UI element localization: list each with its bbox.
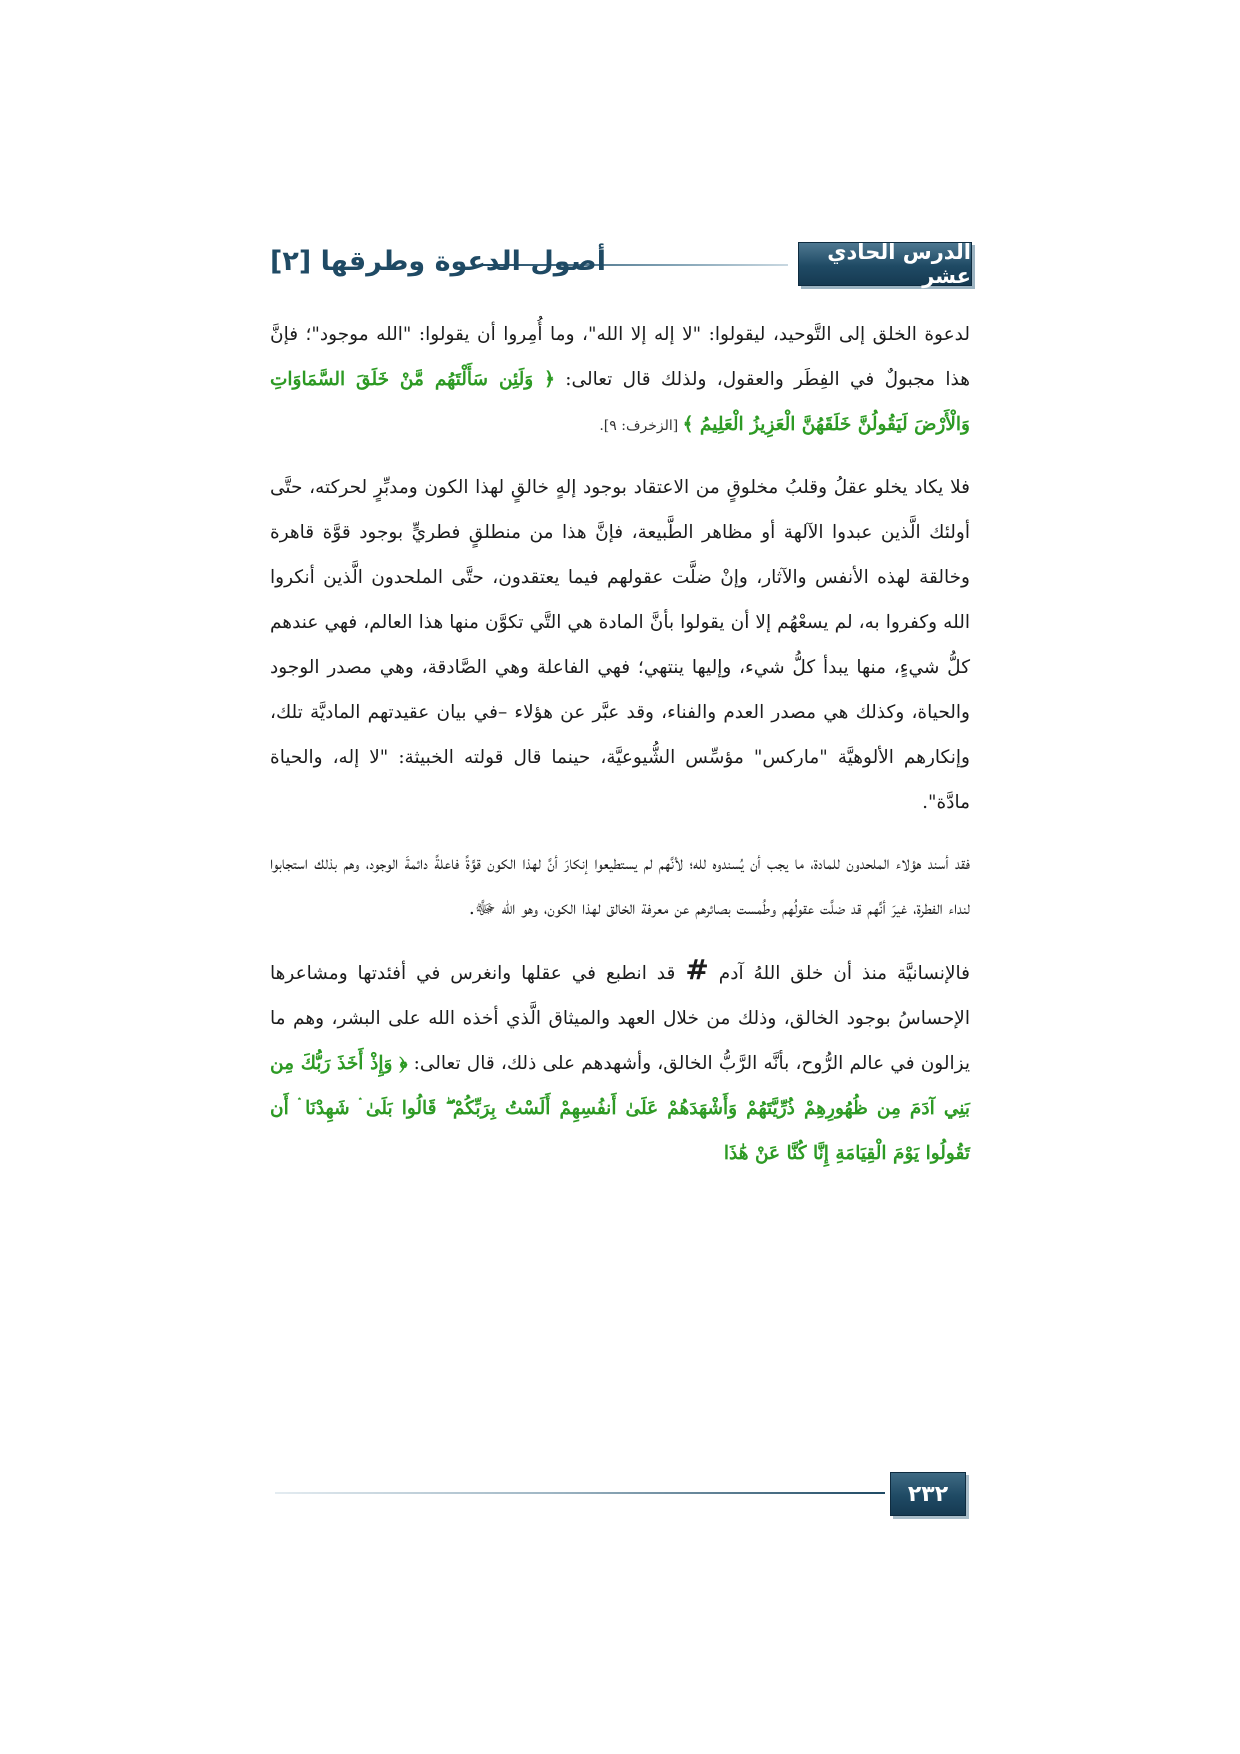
page-number: ٢٣٢ (890, 1472, 966, 1516)
quran-verse-2: ﴿ وَإِذْ أَخَذَ رَبُّكَ مِن بَنِي آدَمَ مِن ظُهُورِهِمْ ذُرِّيَّتَهُمْ وَأَشْهَدَهُمْ عَلَىٰ أَنفُسِهِمْ أَلَسْتُ بِرَبِّكُمْ ۖ قَالُوا بَلَىٰ ۛ شَهِدْنَا ۛ أَن تَقُولُوا يَوْمَ الْقِيَامَةِ إِنَّا كُنَّا عَنْ هَٰذَا (270, 1053, 970, 1164)
quran-verse-1: ﴿ وَلَئِن سَأَلْتَهُم مَّنْ خَلَقَ السَّمَاوَاتِ وَالْأَرْضَ لَيَقُولُنَّ خَلَقَهُنَّ الْعَزِيزُ الْعَلِيمُ ﴾ (270, 369, 970, 435)
paragraph-4-text: قد انطبع في عقلها وانغرس في أفئدتها ومشاعرها الإحساسُ بوجود الخالق، وذلك من خلال العهد والميثاق الَّذي أخذه الله على البشر، وهم ما يزالون في عالم الرُّوح، بأنَّه الرَّبُّ الخالق، وأشهدهم على ذلك، قال تعالى: (270, 963, 971, 1074)
paragraph-4 (270, 947, 970, 1176)
paragraph-3: فقد أسند هؤلاء الملحدون للمادة، ما يجب أن يُسندوه لله؛ لأنَّهم لم يستطيعوا إنكارَ أنَّ لهذا الكون قوَّةً فاعلةً دائمةَ الوجود، وهم بذلك استجابوا لنداء الفطرة، غيرَ أنَّهم قد ضلَّت عقولُهم وطُمست بصائرهم عن معرفة الخالق لهذا الكون، وهو الله ﷻ. (270, 853, 970, 919)
page-header (270, 238, 972, 288)
verse-reference-1: [الزخرف: ٩]. (599, 418, 683, 434)
paragraph-4-lead: فالإنسانيَّة منذ أن خلق اللهُ آدم (718, 963, 970, 984)
lesson-badge: الدرس الحادي عشر (798, 242, 972, 286)
honorific-mark: # (685, 953, 709, 986)
page-body (270, 312, 970, 1192)
book-title: أصول الدعوة وطرقها [٢] (270, 246, 607, 277)
paragraph-1 (270, 312, 970, 449)
paragraph-1-text: لدعوة الخلق إلى التَّوحيد، ليقولوا: "لا إله إلا الله"، وما أُمِروا أن يقولوا: "الله موجود"؛ فإنَّ هذا مجبولٌ في الفِطَر والعقول، ولذلك قال تعالى: (270, 324, 970, 390)
footer-divider (275, 1492, 885, 1494)
paragraph-2: فلا يكاد يخلو عقلُ وقلبُ مخلوقٍ من الاعتقاد بوجود إلهٍ خالقٍ لهذا الكون ومدبِّرٍ لحركته، حتَّى أولئك الَّذين عبدوا الآلهة أو مظاهر الطَّبيعة، فإنَّ هذا من منطلقٍ فطريٍّ بوجود قوَّة قاهرة وخالقة لهذه الأنفس والآثار، وإنْ ضلَّت عقولهم فيما يعتقدون، حتَّى الملحدون الَّذين أنكروا الله وكفروا به، لم يسعْهُم إلا أن يقولوا بأنَّ المادة هي التَّي تكوَّن منها هذا العالم، فهي عندهم كلُّ شيءٍ، منها يبدأ كلُّ شيء، وإليها ينتهي؛ فهي الفاعلة وهي الصَّادقة، وهي مصدر الوجود والحياة، وكذلك هي مصدر العدم والفناء، وقد عبَّر عن هؤلاء –في بيان عقيدتهم الماديَّة تلك، وإنكارهم الألوهيَّة "ماركس" مؤسِّس الشُّيوعيَّة، حينما قال قولته الخبيثة: "لا إله، والحياة مادَّة". (270, 477, 970, 813)
